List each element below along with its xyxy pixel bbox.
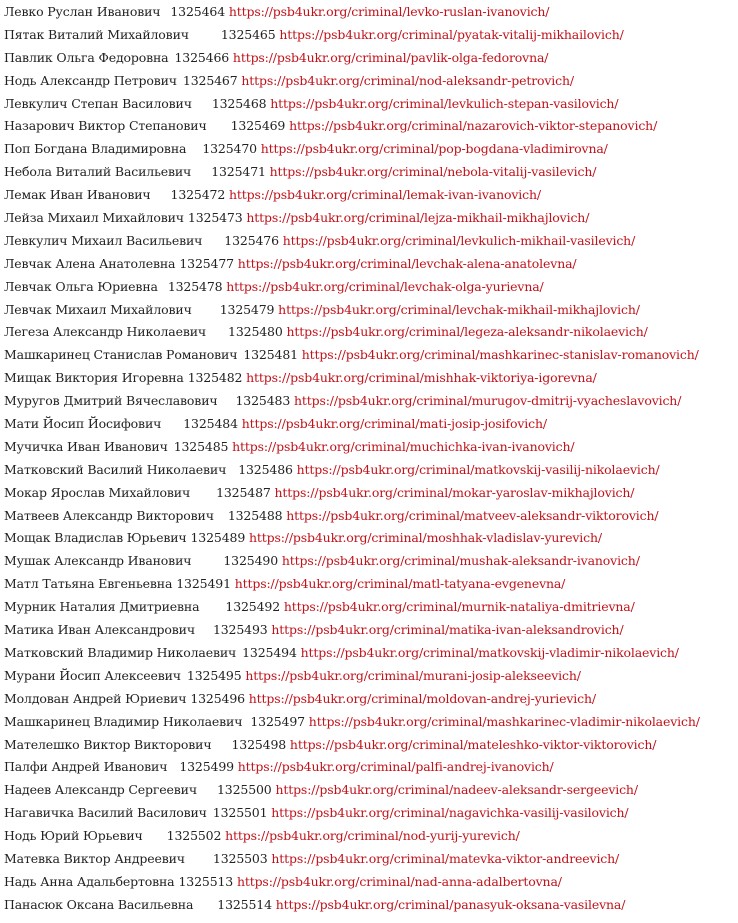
profile-link[interactable]: https://psb4ukr.org/criminal/nagavichka-vasilij-vasilovich/ (271, 805, 629, 821)
list-item (4, 24, 736, 47)
record-id: 1325471 (211, 164, 266, 180)
person-name: Мурани Йосип Алексеевич (4, 667, 181, 683)
list-item (4, 230, 736, 253)
list-item (4, 344, 736, 367)
profile-link[interactable]: https://psb4ukr.org/criminal/levkulich-stepan-vasilovich/ (270, 95, 619, 111)
record-id: 1325483 (235, 393, 291, 409)
person-name: Палфи Андрей Иванович (4, 759, 168, 775)
profile-link[interactable]: https://psb4ukr.org/criminal/pavlik-olga-fedorovna/ (232, 49, 549, 65)
list-item (4, 1, 736, 24)
list-item (4, 665, 736, 688)
person-name: Левчак Алена Анатолевна (4, 255, 176, 271)
list-item (4, 779, 736, 802)
profile-link[interactable]: https://psb4ukr.org/criminal/panasyuk-oksana-vasilevna/ (275, 896, 626, 912)
list-item (4, 321, 736, 344)
person-name: Нагавичка Василий Василович (4, 805, 207, 821)
record-id: 1325484 (183, 416, 238, 432)
record-id: 1325486 (238, 461, 293, 477)
person-name: Левчак Ольга Юриевна (4, 278, 158, 294)
person-name: Мателешко Виктор Викторович (4, 736, 212, 752)
profile-link[interactable]: https://psb4ukr.org/criminal/pop-bogdana-vladimirovna/ (260, 141, 608, 157)
person-name: Левко Руслан Иванович (4, 4, 161, 19)
person-name: Павлик Ольга Федоровна (4, 49, 169, 65)
person-name: Нодь Юрий Юрьевич (4, 828, 143, 844)
list-item (4, 734, 736, 757)
list-item (4, 115, 736, 138)
list-item (4, 825, 736, 848)
list-item (4, 619, 736, 642)
record-id: 1325489 (190, 530, 246, 546)
profile-link[interactable]: https://psb4ukr.org/criminal/levchak-olga-yurievna/ (226, 278, 544, 294)
person-name: Матл Татьяна Евгеньевна (4, 576, 173, 592)
record-id: 1325498 (231, 736, 287, 752)
person-name: Надеев Александр Сергеевич (4, 782, 197, 798)
record-id: 1325487 (216, 484, 271, 500)
record-id: 1325493 (212, 622, 268, 638)
list-item (4, 436, 736, 459)
list-item (4, 138, 736, 161)
person-name: Левкулич Михаил Васильевич (4, 232, 203, 248)
record-id: 1325500 (216, 782, 272, 798)
record-id: 1325501 (212, 805, 268, 821)
list-item (4, 871, 736, 894)
record-id: 1325472 (170, 187, 226, 203)
profile-link[interactable]: https://psb4ukr.org/criminal/levchak-alena-anatolevna/ (237, 255, 577, 271)
profile-link[interactable]: https://psb4ukr.org/criminal/mashkarinec-vladimir-nikolaevich/ (308, 713, 700, 729)
profile-link[interactable]: https://psb4ukr.org/criminal/nod-yurij-yurevich/ (225, 828, 520, 844)
person-name: Мокар Ярослав Михайлович (4, 484, 191, 500)
list-item (4, 299, 736, 322)
person-name: Муругов Дмитрий Вячеславович (4, 393, 218, 409)
record-id: 1325503 (212, 850, 268, 866)
profile-link[interactable]: https://psb4ukr.org/criminal/nazarovich-viktor-stepanovich/ (289, 118, 658, 134)
person-name: Лемак Иван Иванович (4, 187, 151, 203)
person-name: Назарович Виктор Степанович (4, 118, 207, 134)
list-item (4, 688, 736, 711)
profile-link[interactable]: https://psb4ukr.org/criminal/lejza-mikhail-mikhajlovich/ (246, 210, 590, 226)
profile-link[interactable]: https://psb4ukr.org/criminal/mishhak-viktoriya-igorevna/ (246, 370, 597, 386)
list-item (4, 848, 736, 871)
record-id: 1325465 (220, 26, 276, 42)
profile-link[interactable]: https://psb4ukr.org/criminal/murnik-nataliya-dmitrievna/ (283, 599, 635, 615)
record-id: 1325464 (170, 4, 225, 19)
record-id: 1325502 (166, 828, 222, 844)
profile-link[interactable]: https://psb4ukr.org/criminal/matl-tatyana-evgenevna/ (234, 576, 566, 592)
profile-link[interactable]: https://psb4ukr.org/criminal/mateleshko-viktor-viktorovich/ (289, 736, 657, 752)
person-name: Матевка Виктор Андреевич (4, 850, 185, 866)
profile-link[interactable]: https://psb4ukr.org/criminal/pyatak-vitalij-mikhailovich/ (279, 26, 624, 42)
list-item (4, 70, 736, 93)
list-item (4, 802, 736, 825)
list-item (4, 596, 736, 619)
list-item (4, 482, 736, 505)
list-item (4, 253, 736, 276)
list-item (4, 207, 736, 230)
profile-link[interactable]: https://psb4ukr.org/criminal/matveev-aleksandr-viktorovich/ (286, 507, 659, 523)
list-item (4, 413, 736, 436)
record-id: 1325488 (227, 507, 283, 523)
list-item (4, 184, 736, 207)
profile-link[interactable]: https://psb4ukr.org/criminal/muchichka-ivan-ivanovich/ (232, 438, 575, 454)
record-id: 1325496 (190, 690, 245, 706)
record-id: 1325485 (173, 438, 229, 454)
list-item (4, 276, 736, 299)
list-item (4, 527, 736, 550)
profile-link[interactable]: https://psb4ukr.org/criminal/lemak-ivan-ivanovich/ (228, 187, 541, 203)
profile-link[interactable]: https://psb4ukr.org/criminal/matika-ivan-aleksandrovich/ (271, 622, 624, 638)
list-item (4, 161, 736, 184)
record-id: 1325499 (179, 759, 234, 775)
record-id: 1325467 (182, 72, 238, 88)
record-id: 1325469 (230, 118, 286, 134)
profile-link[interactable]: https://psb4ukr.org/criminal/matkovskij-vladimir-nikolaevich/ (300, 644, 679, 660)
person-name: Матковский Василий Николаевич (4, 461, 227, 477)
person-name: Мищак Виктория Игоревна (4, 370, 184, 386)
person-name: Матика Иван Александрович (4, 622, 195, 638)
profile-link[interactable]: https://psb4ukr.org/criminal/matevka-viktor-andreevich/ (271, 850, 620, 866)
list-item (4, 459, 736, 482)
person-name: Мушак Александр Иванович (4, 553, 192, 569)
profile-link[interactable]: https://psb4ukr.org/criminal/levko-ruslan-ivanovich/ (228, 4, 550, 19)
list-item (4, 573, 736, 596)
profile-link[interactable]: https://psb4ukr.org/criminal/mokar-yaroslav-mikhajlovich/ (274, 484, 635, 500)
record-id: 1325466 (174, 49, 230, 65)
person-name: Левкулич Степан Василович (4, 95, 192, 111)
person-name: Легеза Александр Николаевич (4, 324, 207, 340)
record-id: 1325479 (219, 301, 275, 317)
person-name: Машкаринец Владимир Николаевич (4, 713, 243, 729)
record-id: 1325490 (223, 553, 278, 569)
person-name: Матвеев Александр Викторович (4, 507, 214, 523)
person-name: Мучичка Иван Иванович (4, 438, 168, 454)
record-id: 1325491 (176, 576, 231, 592)
list-item (4, 367, 736, 390)
record-id: 1325473 (187, 210, 243, 226)
record-id: 1325497 (250, 713, 305, 729)
profile-link[interactable]: https://psb4ukr.org/criminal/nadeev-aleksandr-sergeevich/ (275, 782, 638, 798)
profile-link[interactable]: https://psb4ukr.org/criminal/murugov-dmitrij-vyacheslavovich/ (293, 393, 682, 409)
profile-link[interactable]: https://psb4ukr.org/criminal/levchak-mikhail-mikhajlovich/ (278, 301, 640, 317)
profile-link[interactable]: https://psb4ukr.org/criminal/palfi-andrej-ivanovich/ (237, 759, 554, 775)
record-id: 1325477 (179, 255, 234, 271)
record-id: 1325476 (224, 232, 279, 248)
person-name: Матковский Владимир Николаевич (4, 644, 237, 660)
record-id: 1325513 (178, 873, 234, 889)
list-item (4, 756, 736, 779)
profile-link[interactable]: https://psb4ukr.org/criminal/nebola-vitalij-vasilevich/ (269, 164, 597, 180)
person-name: Надь Анна Адальбертовна (4, 873, 175, 889)
profile-link[interactable]: https://psb4ukr.org/criminal/legeza-aleksandr-nikolaevich/ (286, 324, 648, 340)
person-name: Мощак Владислав Юрьевич (4, 530, 187, 546)
person-name: Поп Богдана Владимировна (4, 141, 187, 157)
list-item (4, 550, 736, 573)
list-item (4, 390, 736, 413)
record-id: 1325494 (242, 644, 297, 660)
list-item (4, 894, 736, 917)
person-name: Панасюк Оксана Васильевна (4, 896, 194, 912)
record-id: 1325481 (243, 347, 298, 363)
record-id: 1325495 (186, 667, 242, 683)
profile-link[interactable]: https://psb4ukr.org/criminal/moshhak-vladislav-yurevich/ (248, 530, 602, 546)
record-id: 1325480 (228, 324, 283, 340)
profile-link[interactable]: https://psb4ukr.org/criminal/matkovskij-vasilij-nikolaevich/ (296, 461, 660, 477)
profile-link[interactable]: https://psb4ukr.org/criminal/mashkarinec-stanislav-romanovich/ (301, 347, 699, 363)
list-item (4, 642, 736, 665)
profile-link[interactable]: https://psb4ukr.org/criminal/moldovan-andrej-yurievich/ (248, 690, 596, 706)
list-item (4, 711, 736, 734)
list-item (4, 505, 736, 528)
profile-link[interactable]: https://psb4ukr.org/criminal/mushak-aleksandr-ivanovich/ (281, 553, 640, 569)
list-item (4, 93, 736, 116)
person-name: Молдован Андрей Юриевич (4, 690, 187, 706)
person-name: Мурник Наталия Дмитриевна (4, 599, 200, 615)
profile-link[interactable]: https://psb4ukr.org/criminal/nod-aleksandr-petrovich/ (241, 72, 574, 88)
person-name: Небола Виталий Васильевич (4, 164, 192, 180)
person-name: Мати Йосип Йосифович (4, 416, 162, 432)
person-name: Левчак Михаил Михайлович (4, 301, 192, 317)
person-name: Нодь Александр Петрович (4, 72, 177, 88)
record-id: 1325468 (211, 95, 267, 111)
record-id: 1325478 (167, 278, 223, 294)
profile-link[interactable]: https://psb4ukr.org/criminal/levkulich-mikhail-vasilevich/ (282, 232, 636, 248)
record-id: 1325470 (202, 141, 257, 157)
profile-link[interactable]: https://psb4ukr.org/criminal/murani-josip-alekseevich/ (245, 667, 581, 683)
record-id: 1325482 (187, 370, 243, 386)
list-item (4, 47, 736, 70)
profile-link[interactable]: https://psb4ukr.org/criminal/nad-anna-adalbertovna/ (236, 873, 562, 889)
person-name: Лейза Михаил Михайлович (4, 210, 184, 226)
profile-link[interactable]: https://psb4ukr.org/criminal/mati-josip-josifovich/ (241, 416, 547, 432)
person-name: Пятак Виталий Михайлович (4, 26, 189, 42)
record-id: 1325492 (225, 599, 281, 615)
person-name: Машкаринец Станислав Романович (4, 347, 238, 363)
record-id: 1325514 (217, 896, 272, 912)
entry-list (4, 1, 736, 917)
